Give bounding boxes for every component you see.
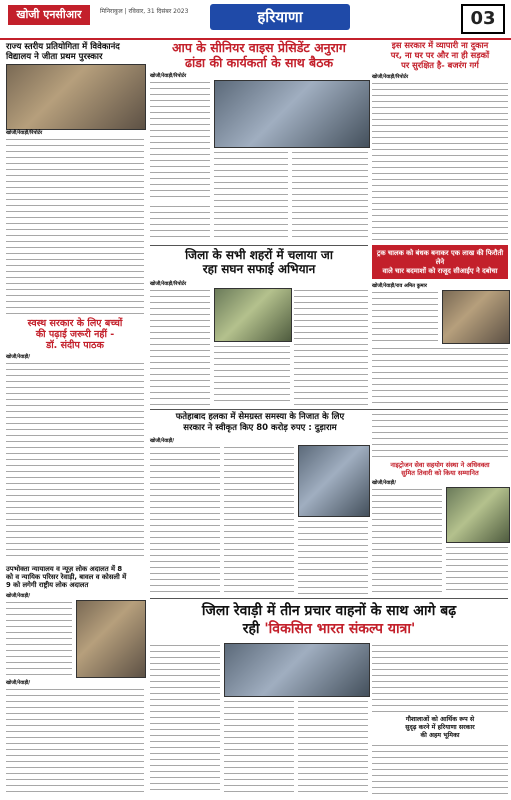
headline-right-bottom-2: सुदृढ़ करने में हरियाणा सरकार: [405, 724, 475, 731]
headline-center-mid-1: जिला के सभी शहरों में चलाया जा: [185, 248, 333, 262]
headline-right-top-1: इस सरकार में व्यापारी ना दुकान: [391, 40, 489, 50]
divider: [150, 245, 368, 246]
page-number: 03: [461, 4, 505, 34]
masthead: [0, 0, 511, 40]
body-right-mid-a: [372, 290, 438, 342]
byline-left-top: खोजी/रेवाड़ी/रिपोर्टर: [6, 130, 43, 136]
body-center-mid-a: [150, 288, 210, 406]
headline-center-mid-2: रहा सघन सफाई अभियान: [202, 262, 316, 276]
headline-right-lower-2: सुमित तिवारी को किया सम्मानित: [401, 469, 479, 477]
headline-left-mid-1: स्वस्थ सरकार के लिए बच्चों: [27, 318, 123, 329]
body-center-mid-b: [214, 344, 290, 406]
byline-right-lower: खोजी/रेवाड़ी/: [372, 480, 397, 486]
body-center-mid-c: [294, 288, 368, 406]
photo-minister: [298, 445, 370, 517]
headline-center-lower-1: फतेहाबाद हलका में सेमग्रस्त समस्या के निजात के लिए: [175, 412, 345, 422]
body-bottom-e: [372, 643, 508, 713]
body-center-top-d: [150, 204, 210, 242]
byline-center-mid: खोजी/रेवाड़ी/रिपोर्टर: [150, 281, 187, 287]
photo-meeting-aap: [214, 80, 370, 148]
body-center-top-c: [292, 150, 368, 242]
byline-right-top: खोजी/रेवाड़ी/रिपोर्टर: [372, 74, 409, 80]
body-left-lower-a: [6, 600, 72, 676]
headline-center-top-1: आप के सीनियर वाइस प्रेसिडेंट अनुराग: [172, 40, 346, 55]
body-bottom-c: [224, 699, 294, 795]
banner-headline-2-prefix: रही: [242, 621, 265, 637]
divider: [150, 598, 508, 599]
body-left-top: [6, 137, 144, 315]
headline-box-right-mid: [372, 245, 508, 279]
byline-center-lower: खोजी/रेवाड़ी/: [150, 438, 175, 444]
byline-bottom-banner: खोजी/रेवाड़ी/: [6, 680, 31, 686]
body-bottom-a: [6, 687, 144, 795]
headline-center-top-2: ढांडा की कार्यकर्ता के साथ बैठक: [184, 55, 334, 70]
headline-right-bottom-1: गौशालाओं को आर्थिक रूप से: [405, 716, 475, 723]
body-left-mid: [6, 361, 144, 561]
photo-arrested-accused: [442, 290, 510, 344]
byline-right-mid: खोजी/रेवाड़ी/राव अमित कुमार: [372, 283, 427, 289]
headline-right-mid-2: वाले चार बदमाशों को राजूद सीआईए ने दबोचा: [382, 267, 498, 275]
section-title: हरियाणा: [210, 4, 350, 30]
headline-right-top-3: पर सुरक्षित है- बजरंग गर्ग: [401, 60, 479, 70]
body-center-top-b: [214, 150, 288, 242]
headline-left-mid-2: की पढ़ाई जरूरी नहीं -: [35, 329, 115, 340]
headline-left-top: राज्य स्तरीय प्रतियोगिता में विवेकानंद विद्यालय ने जीता प्रथम पुरस्कार: [6, 42, 120, 62]
byline-left-lower: खोजी/रेवाड़ी/: [6, 593, 31, 599]
body-right-lower-a: [372, 487, 442, 595]
headline-right-top-2: पर, ना घर पर और ना ही सड़कों: [390, 50, 490, 60]
body-right-mid-b: [372, 346, 508, 406]
banner-headline-1: जिला रेवाड़ी में तीन प्रचार वाहनों के साथ आगे बढ़: [201, 603, 457, 619]
headline-center-lower-2: सरकार ने स्वीकृत किए 80 करोड़ रुपए : दुड़ाराम: [183, 423, 337, 433]
body-right-top: [372, 81, 508, 242]
body-right-lower-b: [446, 545, 508, 595]
headline-right-bottom-3: की अहम भूमिका: [420, 732, 460, 739]
body-bottom-b: [150, 643, 220, 795]
byline-left-mid: खोजी/रेवाड़ी/: [6, 354, 31, 360]
body-center-top-a: [150, 80, 210, 200]
body-center-lower-a: [150, 445, 220, 595]
body-right-lower-pre: [372, 412, 508, 458]
headline-left-mid-3: डॉ. संदीप पाठक: [46, 340, 104, 351]
photo-cleaning-drive: [214, 288, 292, 342]
divider: [150, 409, 508, 410]
photo-students-award: [6, 64, 146, 130]
banner-headline-2-quote: 'विकसित भारत संकल्प यात्रा': [264, 621, 416, 637]
headline-left-lower-1: उपभोक्ता न्यायालय व न्यूज़ लोक अदालत में 8: [6, 565, 123, 573]
brand-logo: खोजी एनसीआर: [8, 5, 90, 25]
headline-left-lower-2: को व न्यायिक परिसर रेवाड़ी, बावल व कोसली में: [6, 573, 127, 581]
body-center-lower-b: [224, 445, 294, 595]
photo-official: [76, 600, 146, 678]
body-right-bottom: [372, 743, 508, 795]
body-bottom-d: [298, 699, 368, 795]
dateline: मिनिराकुल | रविवार, 31 दिसंबर 2023: [100, 8, 189, 15]
headline-right-lower-1: नाइट्रोजन सेवा सहयोग संस्था ने अधिवक्ता: [390, 461, 490, 469]
byline-center-top: खोजी/रेवाड़ी/रिपोर्टर: [150, 73, 187, 79]
banner-headline-2: [150, 621, 508, 638]
photo-yatra-vans: [224, 643, 370, 697]
headline-left-lower-3: 9 को लगेगी राष्ट्रीय लोक अदालत: [6, 581, 89, 589]
photo-honoring-advocate: [446, 487, 510, 543]
headline-right-mid-1: ट्रक चालक को बंधक बनाकर एक लाख की फिरौती लेने: [376, 249, 504, 266]
body-center-lower-c: [298, 519, 368, 595]
